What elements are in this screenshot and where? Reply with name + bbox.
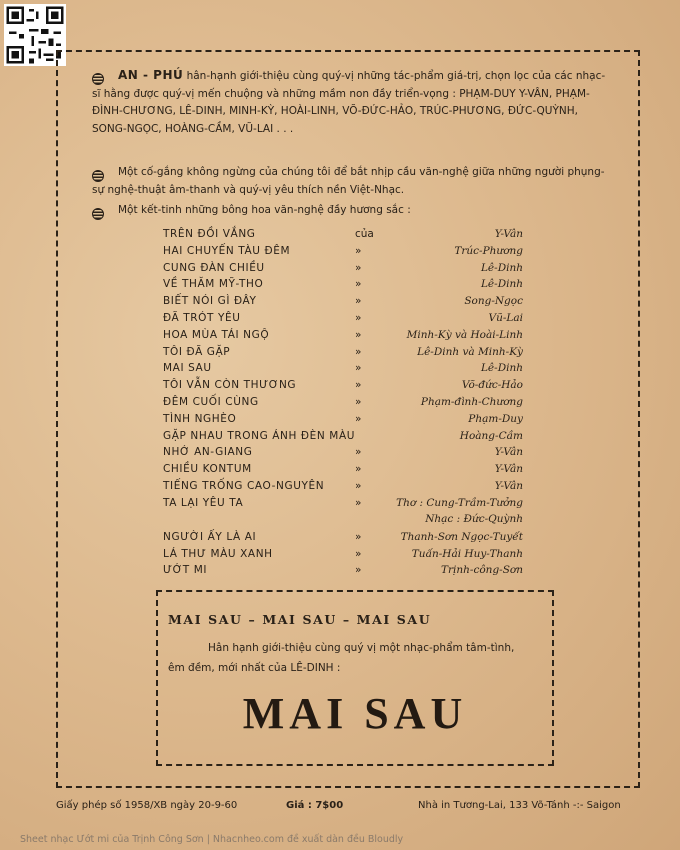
brand-name: AN - PHÚ xyxy=(118,68,184,82)
song-row xyxy=(163,396,523,413)
song-title: TÌNH NGHÈO xyxy=(163,412,237,425)
song-title: TÔI VẪN CÒN THƯƠNG xyxy=(163,379,297,392)
ditto-mark: » xyxy=(355,261,362,274)
intro-paragraph xyxy=(92,67,612,138)
ditto-mark: » xyxy=(355,328,362,341)
publishing-permit: Giấy phép số 1958/XB ngày 20-9-60 xyxy=(56,800,238,811)
song-composer: Nhạc : Đức-Quỳnh xyxy=(425,512,523,525)
song-title: TA LẠI YÊU TA xyxy=(163,496,244,509)
song-row xyxy=(163,228,523,245)
intro-text: hân-hạnh giới-thiệu cùng quý-vị những tác-phẩm giá-trị, chọn lọc của các nhạc-sĩ hằng được quý-vị mến chuộng và những mầm non đầy triển-vọng : PHẠM-DUY Y-VÂN, PHẠM-ĐÌNH-CHƯƠNG, LÊ-DINH, MINH-KỲ, HOÀI-LINH, VÕ-ĐỨC-HẢO, TRÚC-PHƯƠNG, ĐỨC-QUỲNH, SONG-NGỌC, HOÀNG-CẦM, VŨ-LAI . . . xyxy=(92,70,606,135)
song-title: TÔI ĐÃ GẶP xyxy=(163,345,231,358)
song-author: Võ-đức-Hảo xyxy=(461,379,523,392)
song-title: GẶP NHAU TRONG ÁNH ĐÈN MÀU xyxy=(163,429,356,442)
song-title: ĐÊM CUỐI CÙNG xyxy=(163,395,259,408)
song-author: Song-Ngọc xyxy=(464,295,523,308)
song-author: Thơ : Cung-Trầm-Tưởng xyxy=(396,496,523,509)
song-row xyxy=(163,446,523,463)
song-list xyxy=(163,228,523,581)
source-credit: Sheet nhạc Ướt mi của Trịnh Công Sơn | Nhacnheo.com đề xuất dàn đều Bloudly xyxy=(20,834,404,845)
ditto-mark: » xyxy=(355,244,362,257)
song-row xyxy=(163,245,523,262)
song-row xyxy=(163,262,523,279)
song-author: Lê-Dinh và Minh-Kỳ xyxy=(417,345,523,358)
song-row xyxy=(163,531,523,548)
song-author: Minh-Kỳ và Hoài-Linh xyxy=(406,328,523,341)
song-row xyxy=(163,548,523,565)
song-title: HAI CHUYẾN TÀU ĐÊM xyxy=(163,244,291,257)
ad-heading: MAI SAU – MAI SAU – MAI SAU xyxy=(168,612,432,627)
song-title: TIẾNG TRỐNG CAO-NGUYÊN xyxy=(163,479,325,492)
song-row xyxy=(163,379,523,396)
song-author: Trịnh-công-Sơn xyxy=(441,564,523,577)
ditto-mark: » xyxy=(355,395,362,408)
ditto-mark: » xyxy=(355,362,362,375)
song-author: Trúc-Phương xyxy=(454,244,523,257)
ditto-mark: » xyxy=(355,345,362,358)
ad-text-line-2: êm đềm, mới nhất của LÊ-DINH : xyxy=(168,662,341,674)
song-row xyxy=(163,295,523,312)
collection-intro: Một kết-tinh những bông hoa văn-nghệ đầy hương sắc : xyxy=(118,204,411,216)
song-author: Y-Vân xyxy=(494,479,523,492)
ditto-mark: của xyxy=(355,228,374,240)
printer: Nhà in Tương-Lai, 133 Võ-Tánh -:- Saigon xyxy=(418,800,621,811)
song-author: Phạm-đình-Chương xyxy=(420,395,523,408)
ditto-mark: » xyxy=(355,547,362,560)
ditto-mark: » xyxy=(355,379,362,392)
song-row xyxy=(163,430,523,447)
song-title: CUNG ĐÀN CHIỀU xyxy=(163,261,265,274)
song-title: VỀ THĂM MỸ-THO xyxy=(163,278,264,291)
song-row xyxy=(163,312,523,329)
song-row xyxy=(163,278,523,295)
song-title: CHIỀU KONTUM xyxy=(163,463,252,476)
song-row xyxy=(163,564,523,581)
mai-sau-advertisement xyxy=(156,590,554,766)
ditto-mark: » xyxy=(355,564,362,577)
ditto-mark: » xyxy=(355,295,362,308)
song-author: Tuấn-Hải Huy-Thanh xyxy=(411,547,523,560)
song-row xyxy=(163,480,523,497)
song-row xyxy=(163,362,523,379)
song-title: BIẾT NÓI GÌ ĐÂY xyxy=(163,295,257,308)
song-author: Y-Vân xyxy=(494,228,523,240)
song-title: ĐÃ TRÓT YÊU xyxy=(163,311,241,324)
ditto-mark: » xyxy=(355,278,362,291)
song-author: Hoàng-Cầm xyxy=(459,429,523,442)
song-row xyxy=(163,497,523,531)
bullet-icon xyxy=(92,208,104,220)
song-title: LÁ THƯ MÀU XANH xyxy=(163,547,273,560)
song-row xyxy=(163,329,523,346)
song-author: Vũ-Lai xyxy=(488,311,523,324)
song-author: Thanh-Sơn Ngọc-Tuyết xyxy=(400,530,523,543)
song-title: ƯỚT MI xyxy=(163,564,208,577)
ditto-mark: » xyxy=(355,530,362,543)
song-author: Phạm-Duy xyxy=(468,412,523,425)
song-author: Lê-Dinh xyxy=(480,362,523,375)
song-author: Lê-Dinh xyxy=(480,261,523,274)
song-row xyxy=(163,463,523,480)
ad-text-line-1: Hân hạnh giới-thiệu cùng quý vị một nhạc-phẩm tâm-tình, xyxy=(208,642,515,654)
song-row xyxy=(163,346,523,363)
song-author: Y-Vân xyxy=(494,463,523,476)
song-title: NGƯỜI ẤY LÀ AI xyxy=(163,530,257,543)
ad-song-title: MAI SAU xyxy=(242,689,468,738)
song-author: Lê-Dinh xyxy=(480,278,523,291)
effort-paragraph: Một cố-gắng không ngừng của chúng tôi để bắt nhịp cầu văn-nghệ giữa những người phụng-sự nghệ-thuật âm-thanh và quý-vị yêu thích nền Việt-Nhạc. xyxy=(92,166,605,196)
ditto-mark: » xyxy=(355,463,362,476)
ditto-mark: » xyxy=(355,446,362,459)
song-title: MAI SAU xyxy=(163,362,212,375)
ditto-mark: » xyxy=(355,479,362,492)
song-title: TRÊN ĐỒI VẮNG xyxy=(163,228,256,240)
ditto-mark: » xyxy=(355,412,362,425)
song-title: HOA MÙA TÁI NGỘ xyxy=(163,328,270,341)
ditto-mark: » xyxy=(355,496,362,509)
ditto-mark: » xyxy=(355,311,362,324)
song-row xyxy=(163,413,523,430)
song-author: Y-Vân xyxy=(494,446,523,459)
price: Giá : 7$00 xyxy=(286,800,344,811)
song-title: NHỚ AN-GIANG xyxy=(163,446,253,459)
